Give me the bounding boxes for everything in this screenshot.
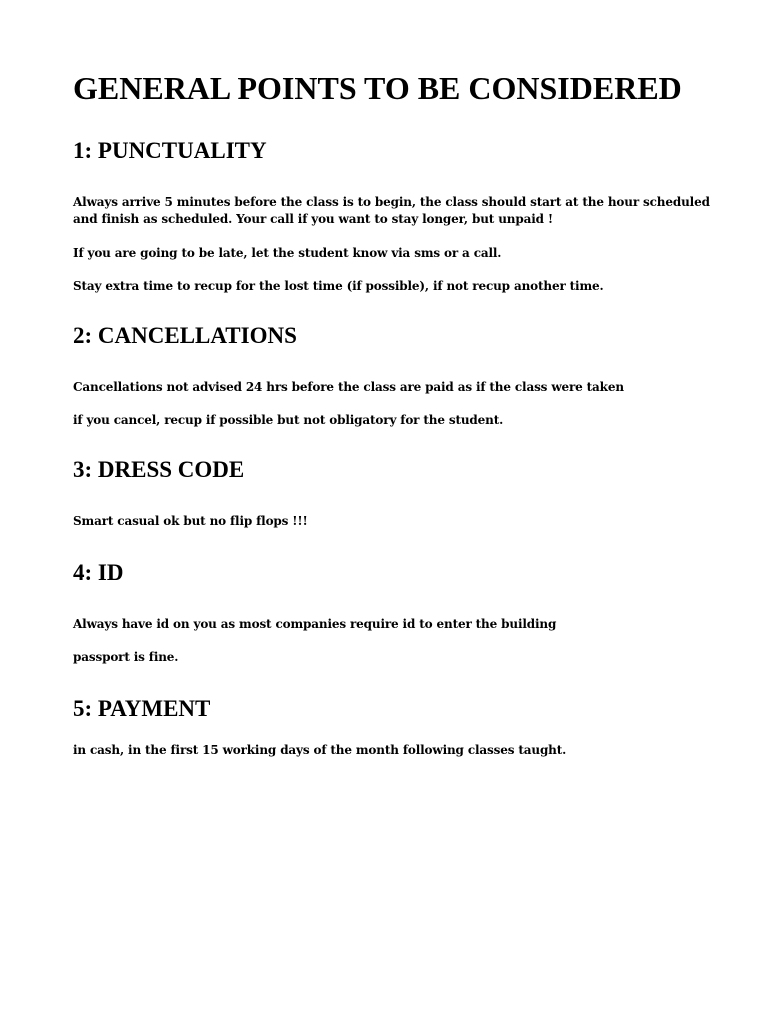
paragraph: in cash, in the first 15 working days of the month following classes taught. <box>73 743 567 757</box>
section-heading-payment: 5: PAYMENT <box>73 696 211 721</box>
paragraph: Smart casual ok but no flip flops !!! <box>73 514 308 528</box>
section-heading-punctuality: 1: PUNCTUALITY <box>73 138 267 163</box>
paragraph: Always have id on you as most companies require id to enter the building <box>73 617 557 631</box>
paragraph: Cancellations not advised 24 hrs before the class are paid as if the class were taken <box>73 380 624 394</box>
paragraph: if you cancel, recup if possible but not obligatory for the student. <box>73 413 504 427</box>
document-title: GENERAL POINTS TO BE CONSIDERED <box>73 70 682 106</box>
paragraph: passport is fine. <box>73 650 179 664</box>
section-heading-cancellations: 2: CANCELLATIONS <box>73 323 297 348</box>
section-heading-id: 4: ID <box>73 560 124 585</box>
section-payment <box>73 696 713 759</box>
document-page <box>73 70 713 759</box>
section-id <box>73 560 713 666</box>
paragraph: Stay extra time to recup for the lost time (if possible), if not recup another time. <box>73 279 604 293</box>
section-cancellations <box>73 323 713 429</box>
section-heading-dress-code: 3: DRESS CODE <box>73 457 245 482</box>
paragraph: If you are going to be late, let the student know via sms or a call. <box>73 246 502 260</box>
section-dress-code <box>73 457 713 530</box>
paragraph: Always arrive 5 minutes before the class is to begin, the class should start at the hour scheduled and finish as scheduled. Your call if you want to stay longer, but unpaid ! <box>73 195 710 226</box>
section-punctuality <box>73 138 713 295</box>
